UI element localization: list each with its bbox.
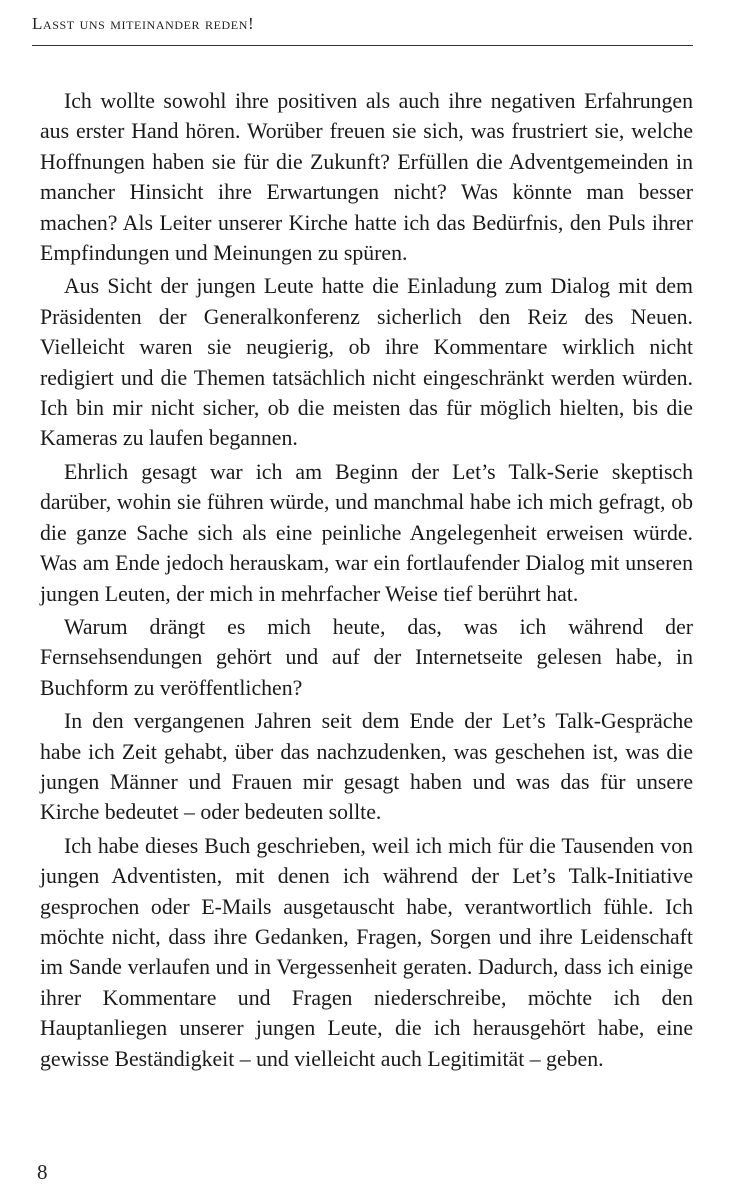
- paragraph: Aus Sicht der jungen Leute hatte die Einladung zum Dialog mit dem Präsidenten der Generalkonferenz sicherlich den Reiz des Neuen. Vielleicht waren sie neugierig, ob ihre Kommentare wirklich nicht redigiert und die Themen tatsächlich nicht eingeschränkt werden würden. Ich bin mir nicht sicher, ob die meisten das für möglich hielten, bis die Kameras zu laufen begannen.: [40, 274, 693, 451]
- paragraph: Ehrlich gesagt war ich am Beginn der Let’s Talk-Serie skeptisch darüber, wohin sie führen würde, und manchmal habe ich mich gefragt, ob die ganze Sache sich als eine peinliche Angelegenheit erweisen würde. Was am Ende jedoch herauskam, war ein fortlaufender Dialog mit unseren jungen Leuten, der mich in mehrfacher Weise tief berührt hat.: [40, 459, 693, 606]
- body-text: [40, 86, 693, 1074]
- paragraph: Ich habe dieses Buch geschrieben, weil ich mich für die Tausenden von jungen Adventisten, mit denen ich während der Let’s Talk-Initiative gesprochen oder E-Mails ausgetauscht habe, verantwortlich fühle. Ich möchte nicht, dass ihre Gedanken, Fragen, Sorgen und ihre Leidenschaft im Sande verlaufen und in Vergessenheit geraten. Dadurch, dass ich einige ihrer Kommentare und Fragen niederschreibe, möchte ich den Hauptanliegen unserer jungen Leute, die ich herausgehört habe, eine gewisse Beständigkeit – und vielleicht auch Legitimität – geben.: [40, 833, 693, 1071]
- paragraph: Warum drängt es mich heute, das, was ich während der Fernsehsendungen gehört und auf der Internetseite gelesen habe, in Buchform zu veröffentlichen?: [40, 614, 693, 700]
- page-number: 8: [37, 1160, 48, 1184]
- paragraph: In den vergangenen Jahren seit dem Ende der Let’s Talk-Gespräche habe ich Zeit gehabt, über das nachzudenken, was geschehen ist, was die jungen Männer und Frauen mir gesagt haben und was das für unsere Kirche bedeutet – oder bedeuten sollte.: [40, 709, 693, 825]
- header-rule: [32, 45, 693, 46]
- paragraph: Ich wollte sowohl ihre positiven als auch ihre negativen Erfahrungen aus erster Hand hören. Worüber freuen sie sich, was frustriert sie, welche Hoffnungen haben sie für die Zukunft? Erfüllen die Adventgemeinden in mancher Hinsicht ihre Erwartungen nicht? Was könnte man besser machen? Als Leiter unserer Kirche hatte ich das Bedürfnis, den Puls ihrer Empfindungen und Meinungen zu spüren.: [40, 89, 693, 266]
- running-head: Lasst uns miteinander reden!: [32, 14, 255, 33]
